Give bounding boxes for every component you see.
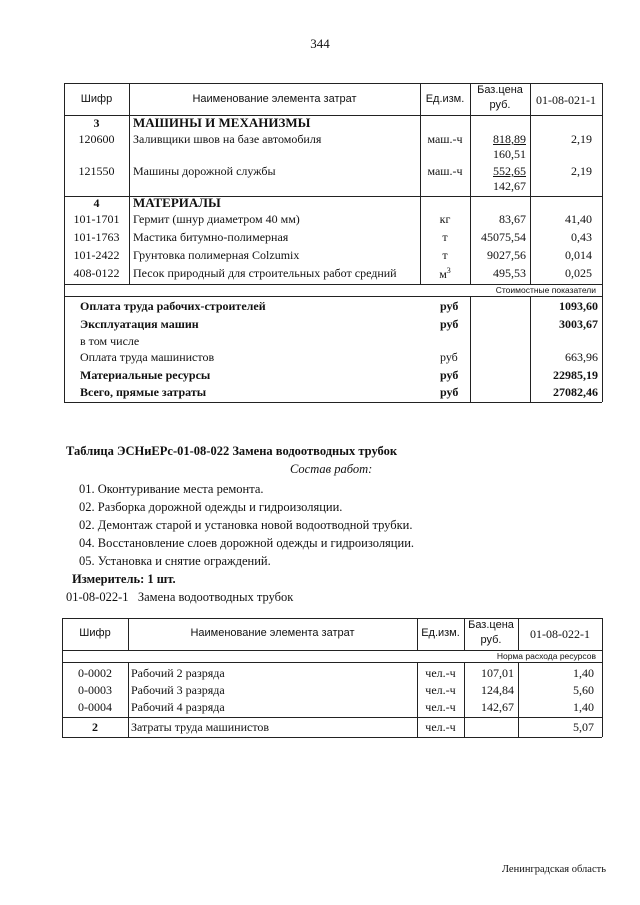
section-title: МАТЕРИАЛЫ bbox=[133, 195, 221, 210]
header-code: Шифр bbox=[79, 627, 111, 639]
row-price: 107,01 bbox=[481, 666, 514, 680]
row-unit: чел.-ч bbox=[425, 683, 456, 697]
row-unit: $м^3$ bbox=[439, 266, 451, 281]
row-code: 2 bbox=[92, 720, 98, 734]
list-item: 05. Установка и снятие ограждений. bbox=[79, 554, 271, 568]
summary-value: 27082,46 bbox=[553, 385, 598, 399]
list-item: 02. Разборка дорожной одежды и гидроизоляции. bbox=[79, 500, 343, 514]
row-qty: 0,025 bbox=[565, 266, 592, 280]
row-code: 408-0122 bbox=[73, 266, 120, 280]
row-price: 9027,56 bbox=[487, 248, 526, 262]
row-name: Заливщики швов на базе автомобиля bbox=[133, 132, 322, 146]
summary-value: 3003,67 bbox=[559, 317, 598, 331]
row-price: 818,89 bbox=[493, 132, 526, 146]
summary-unit: руб bbox=[440, 385, 459, 399]
header-name: Наименование элемента затрат bbox=[190, 627, 355, 639]
row-name: Мастика битумно-полимерная bbox=[133, 230, 289, 244]
header-name: Наименование элемента затрат bbox=[192, 93, 357, 105]
summary-unit: руб bbox=[440, 350, 458, 364]
row-price: 45075,54 bbox=[481, 230, 526, 244]
row-unit: маш.-ч bbox=[427, 164, 463, 178]
row-code: 121550 bbox=[78, 164, 115, 178]
row-name: Гермит (шнур диаметром 40 мм) bbox=[133, 212, 300, 226]
row-qty: 0,014 bbox=[565, 248, 592, 262]
summary-value: 22985,19 bbox=[553, 368, 598, 382]
table-title: Таблица ЭСНиЕРс-01-08-022 Замена водоотводных трубок bbox=[66, 444, 398, 458]
header-price-line1: Баз.цена bbox=[468, 619, 514, 631]
cost-caption: Стоимостные показатели bbox=[495, 285, 596, 295]
row-qty: 5,60 bbox=[573, 683, 594, 697]
row-unit: т bbox=[442, 248, 448, 262]
row-name: Затраты труда машинистов bbox=[131, 720, 270, 734]
row-name: Рабочий 4 разряда bbox=[131, 700, 225, 714]
row-code: 101-1763 bbox=[73, 230, 120, 244]
section-number: 4 bbox=[93, 196, 100, 210]
summary-label: Оплата труда машинистов bbox=[80, 350, 215, 364]
summary-unit: руб bbox=[440, 317, 459, 331]
row-price: 83,67 bbox=[499, 212, 526, 226]
row-qty: 1,40 bbox=[573, 666, 594, 680]
header-unit: Ед.изм. bbox=[421, 627, 460, 639]
section-number: 3 bbox=[93, 116, 100, 130]
summary-unit: руб bbox=[440, 299, 459, 313]
row-unit: кг bbox=[439, 212, 451, 226]
summary-value: 663,96 bbox=[565, 350, 598, 364]
list-item: 01. Оконтуривание места ремонта. bbox=[79, 482, 264, 496]
row-name: Рабочий 3 разряда bbox=[131, 683, 225, 697]
row-unit: чел.-ч bbox=[425, 666, 456, 680]
summary-unit: руб bbox=[440, 368, 459, 382]
measure-unit: Измеритель: 1 шт. bbox=[72, 572, 176, 586]
footer-region: Ленинградская область bbox=[501, 864, 606, 875]
row-qty: 41,40 bbox=[565, 212, 592, 226]
section-title: МАШИНЫ И МЕХАНИЗМЫ bbox=[133, 115, 311, 130]
row-qty: 2,19 bbox=[571, 164, 592, 178]
row-price: 142,67 bbox=[481, 700, 514, 714]
list-item: 04. Восстановление слоев дорожной одежды и гидроизоляции. bbox=[79, 536, 415, 550]
header-unit: Ед.изм. bbox=[425, 93, 465, 105]
summary-label: Эксплуатация машин bbox=[80, 317, 199, 331]
row-price: 495,53 bbox=[493, 266, 526, 280]
summary-value: 1093,60 bbox=[559, 299, 598, 313]
row-name: Грунтовка полимерная Colzumix bbox=[133, 248, 300, 262]
row-code: 101-1701 bbox=[73, 212, 120, 226]
row-code: 0-0002 bbox=[78, 666, 112, 680]
header-price-line2: руб. bbox=[489, 99, 511, 111]
header-price-line1: Баз.цена bbox=[477, 84, 523, 96]
row-qty: 0,43 bbox=[571, 230, 592, 244]
row-unit: т bbox=[442, 230, 448, 244]
summary-label: Всего, прямые затраты bbox=[80, 385, 207, 399]
summary-label: в том числе bbox=[80, 334, 140, 348]
row-name: Рабочий 2 разряда bbox=[131, 666, 225, 680]
row-price-secondary: 160,51 bbox=[493, 147, 526, 161]
row-code: 0-0004 bbox=[78, 700, 112, 714]
composition-title: Состав работ: bbox=[290, 462, 373, 476]
row-unit: чел.-ч bbox=[425, 720, 456, 734]
row-qty: 2,19 bbox=[571, 132, 592, 146]
row-code: 0-0003 bbox=[78, 683, 112, 697]
row-price: 124,84 bbox=[481, 683, 514, 697]
list-item: 02. Демонтаж старой и установка новой водоотводной трубки. bbox=[79, 518, 413, 532]
row-unit: чел.-ч bbox=[425, 700, 456, 714]
summary-label: Оплата труда рабочих-строителей bbox=[80, 299, 266, 313]
norm-caption: Норма расхода ресурсов bbox=[496, 651, 596, 661]
row-code: 120600 bbox=[78, 132, 115, 146]
row-qty: 5,07 bbox=[573, 720, 594, 734]
summary-label: Материальные ресурсы bbox=[80, 368, 211, 382]
row-name: Песок природный для строительных работ средний bbox=[133, 266, 397, 280]
page-number: 344 bbox=[310, 36, 330, 51]
header-code: Шифр bbox=[80, 93, 113, 105]
row-qty: 1,40 bbox=[573, 700, 594, 714]
row-price: 552,65 bbox=[493, 164, 526, 178]
header-ref: 01-08-021-1 bbox=[536, 93, 596, 107]
item-line: 01-08-022-1 Замена водоотводных трубок bbox=[66, 590, 294, 604]
header-price-line2: руб. bbox=[480, 634, 502, 646]
row-name: Машины дорожной службы bbox=[133, 164, 276, 178]
header-ref: 01-08-022-1 bbox=[530, 627, 590, 641]
row-price-secondary: 142,67 bbox=[493, 179, 526, 193]
row-unit: маш.-ч bbox=[427, 132, 463, 146]
row-code: 101-2422 bbox=[73, 248, 120, 262]
